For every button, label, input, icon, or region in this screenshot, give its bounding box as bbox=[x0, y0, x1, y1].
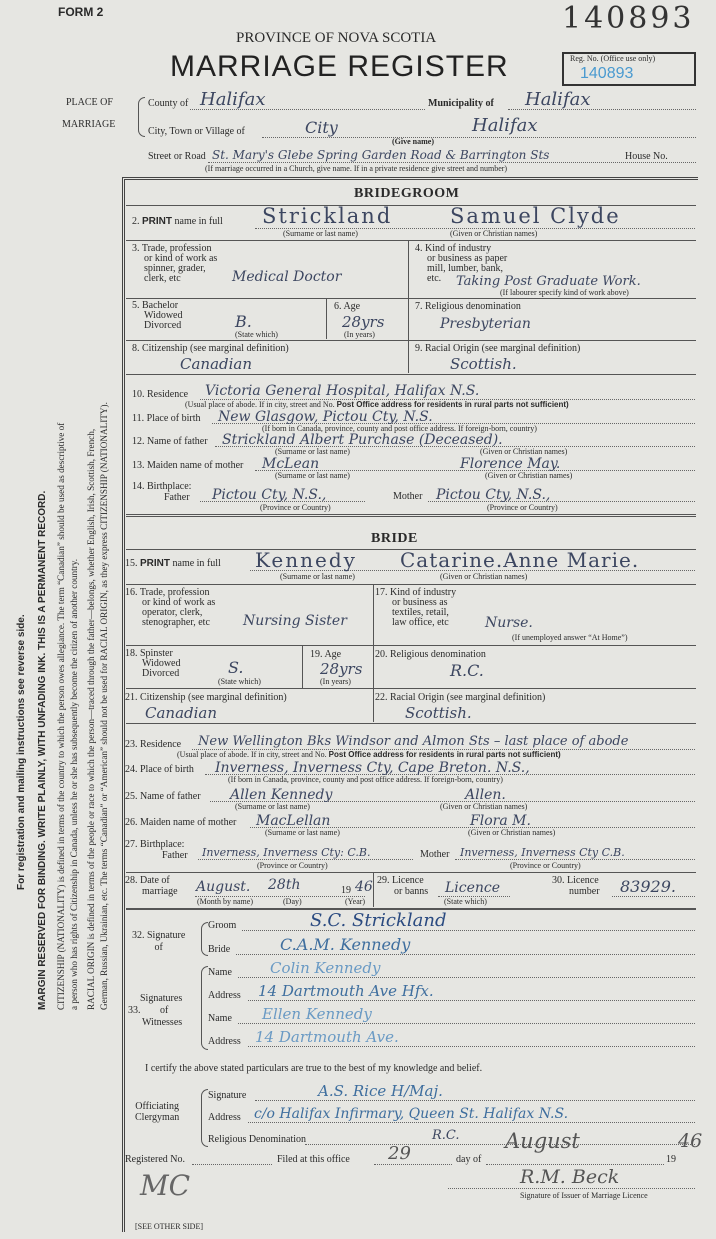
bridegroom-heading: BRIDEGROOM bbox=[354, 186, 460, 201]
rule-line bbox=[126, 340, 696, 341]
margin-line: For registration and mailing instructions see reverse side. bbox=[16, 614, 27, 890]
witness-name-label: Name bbox=[208, 967, 232, 978]
margin-line: German, Russian, Ukrainian, etc. The terms “Canadian” or “American” should not be used for RACIAL ORIGIN, as they express CITIZENSHIP (NATIONALITY). bbox=[99, 402, 109, 1010]
groom-racial-origin: Scottish. bbox=[450, 355, 517, 373]
groom-religion: Presbyterian bbox=[440, 316, 531, 332]
groom-trade: Medical Doctor bbox=[232, 269, 342, 285]
brace bbox=[201, 922, 208, 956]
handwritten-register-number: 140893 bbox=[562, 1, 695, 36]
margin-line: a person who has rights of Citizenship in Canada, unless he or she has subsequently become the citizen of another country. bbox=[69, 558, 79, 1010]
rule-line bbox=[126, 688, 696, 689]
mother-label: Mother bbox=[393, 491, 423, 502]
margin-line: RACIAL ORIGIN is defined in terms of the people or race to which the person—traced through the father—belongs, whether English, Irish, Scottish, French, bbox=[86, 428, 96, 1010]
marriage-day: 28th bbox=[268, 877, 301, 893]
caption: (Given or Christian names) bbox=[440, 802, 528, 811]
bride-father-birthplace: Inverness, Inverness Cty: C.B. bbox=[202, 846, 371, 859]
reg-no-label: Reg. No. (Office use only) bbox=[570, 54, 656, 63]
bride-racial-origin-label: 22. Racial Origin (see marginal definition) bbox=[375, 692, 546, 703]
bride-surname: Kennedy bbox=[255, 548, 357, 572]
witnesses-label-2: Witnesses bbox=[142, 1017, 183, 1028]
bride-religion-label: 20. Religious denomination bbox=[375, 649, 486, 660]
caption: (Usual place of abode. If in city, street and No. Post Office address for residents in rural parts not sufficient) bbox=[177, 750, 561, 759]
issuer-signature-label: Signature of Issuer of Marriage Licence bbox=[520, 1191, 648, 1200]
caption: (Surname or last name) bbox=[275, 471, 350, 480]
caption: (Province or Country) bbox=[257, 861, 328, 870]
caption: (Surname or last name) bbox=[235, 802, 310, 811]
rule-line bbox=[486, 1164, 664, 1165]
county-label: County of bbox=[148, 98, 189, 109]
bride-father-given: Allen. bbox=[465, 787, 506, 803]
caption: (Day) bbox=[283, 897, 302, 906]
rule-line bbox=[262, 137, 696, 138]
witness-2-address: 14 Dartmouth Ave. bbox=[255, 1028, 399, 1046]
marriage-year: 46 bbox=[355, 879, 373, 895]
caption: (Month by name) bbox=[197, 897, 253, 906]
reg-no-box bbox=[562, 52, 696, 86]
bride-residence: New Wellington Bks Windsor and Almon Sts – last place of abode bbox=[198, 734, 629, 749]
caption: (State which) bbox=[235, 330, 278, 339]
licence-number-label: 30. Licence number bbox=[552, 875, 600, 897]
caption: (Usual place of abode. If in city, street and No. Post Office address for residents in rural parts not sufficient) bbox=[185, 400, 569, 409]
groom-trade-label: 3. Trade, profession or kind of work as spinner, grader, clerk, etc bbox=[132, 243, 218, 284]
caption: (Surname or last name) bbox=[265, 828, 340, 837]
rule-line bbox=[326, 298, 327, 339]
city-prefix-value: City bbox=[305, 118, 338, 137]
witness-address-label: Address bbox=[208, 990, 241, 1001]
caption: (Province or Country) bbox=[510, 861, 581, 870]
caption: (If born in Canada, province, county and post office address. If foreign-born, country) bbox=[228, 775, 503, 784]
rule-line bbox=[238, 1023, 695, 1024]
groom-parents-birthplace-label: 14. Birthplace: Father bbox=[132, 481, 192, 503]
clergy-address: c/o Halifax Infirmary, Queen St. Halifax N.S. bbox=[254, 1106, 569, 1122]
groom-father-label: 12. Name of father bbox=[132, 436, 208, 447]
rule-line bbox=[612, 896, 695, 897]
clergy-address-label: Address bbox=[208, 1112, 241, 1123]
rule-line bbox=[248, 1122, 695, 1123]
caption: (Surname or last name) bbox=[283, 229, 358, 238]
groom-industry: Taking Post Graduate Work. bbox=[456, 274, 641, 289]
year-prefix: 19 bbox=[341, 885, 351, 896]
bride-marital-status: S. bbox=[228, 658, 244, 677]
caption: (If born in Canada, province, county and post office address. If foreign-born, country) bbox=[262, 424, 537, 433]
licence-or-banns: Licence bbox=[445, 880, 501, 896]
witnesses-label-of: of bbox=[160, 1005, 169, 1016]
rule-line bbox=[126, 298, 696, 299]
caption: (Given or Christian names) bbox=[485, 471, 573, 480]
bride-heading: BRIDE bbox=[371, 531, 418, 546]
rule-line bbox=[255, 1100, 695, 1101]
house-no-label: House No. bbox=[625, 151, 668, 162]
licence-or-banns-label: 29. Licence or banns bbox=[377, 875, 429, 897]
bride-trade: Nursing Sister bbox=[243, 613, 347, 629]
rule-line bbox=[448, 1188, 695, 1189]
caption: (State which) bbox=[444, 897, 487, 906]
officiating-clergyman-label: Officiating Clergyman bbox=[135, 1101, 180, 1123]
brace bbox=[201, 1089, 208, 1147]
bride-birthplace: Inverness, Inverness Cty, Cape Breton. N.S., bbox=[215, 760, 530, 776]
certification-statement: I certify the above stated particulars are true to the best of my knowledge and belief. bbox=[145, 1063, 483, 1074]
groom-age: 28yrs bbox=[342, 313, 385, 331]
groom-residence: Victoria General Hospital, Halifax N.S. bbox=[205, 383, 480, 399]
filed-day: 29 bbox=[388, 1143, 411, 1164]
rule-line bbox=[126, 584, 696, 585]
rule-line bbox=[192, 1164, 272, 1165]
groom-religion-label: 7. Religious denomination bbox=[415, 301, 521, 312]
caption: (Year) bbox=[345, 897, 366, 906]
rule-line bbox=[248, 1046, 695, 1047]
rule-line bbox=[408, 240, 409, 373]
witness-1-address: 14 Dartmouth Ave Hfx. bbox=[258, 982, 434, 1000]
filed-year: 46 bbox=[678, 1130, 703, 1152]
see-other-side: [SEE OTHER SIDE] bbox=[135, 1222, 203, 1231]
bride-mother-given: Flora M. bbox=[470, 813, 531, 829]
caption: (State which) bbox=[218, 677, 261, 686]
bride-parents-birthplace-label: 27. Birthplace: Father bbox=[125, 839, 188, 861]
witness-2-name: Ellen Kennedy bbox=[262, 1005, 372, 1023]
brace bbox=[201, 966, 208, 1050]
bride-mother-label: 26. Maiden name of mother bbox=[125, 817, 237, 828]
groom-father: Strickland Albert Purchase (Deceased). bbox=[222, 432, 503, 448]
city-value: Halifax bbox=[472, 115, 538, 136]
bride-trade-label: 16. Trade, profession or kind of work as operator, clerk, stenographer, etc bbox=[125, 587, 216, 628]
place-label: PLACE OF bbox=[66, 97, 113, 108]
clergy-denomination-label: Religious Denomination bbox=[208, 1134, 307, 1145]
groom-age-label: 6. Age bbox=[334, 301, 361, 312]
bride-citizenship: Canadian bbox=[145, 704, 218, 722]
witness-address-label: Address bbox=[208, 1036, 241, 1047]
groom-mother-label: 13. Maiden name of mother bbox=[132, 460, 244, 471]
rule-line bbox=[126, 374, 696, 375]
place-label-2: MARRIAGE bbox=[62, 119, 116, 130]
groom-signature-label: Groom bbox=[208, 920, 237, 931]
reg-no-stamp: 140893 bbox=[580, 65, 634, 82]
street-value: St. Mary's Glebe Spring Garden Road & Barrington Sts bbox=[212, 148, 550, 162]
bride-industry: Nurse. bbox=[485, 615, 533, 631]
licence-number: 83929. bbox=[620, 877, 676, 896]
groom-signature: S.C. Strickland bbox=[310, 910, 447, 931]
caption: (Given or Christian names) bbox=[480, 447, 568, 456]
form-number: FORM 2 bbox=[58, 5, 104, 19]
rule-line bbox=[373, 872, 374, 907]
rule-line bbox=[455, 859, 695, 860]
registered-no-label: Registered No. bbox=[125, 1154, 185, 1165]
municipality-label: Municipality of bbox=[428, 98, 494, 109]
mother-label: Mother bbox=[420, 849, 450, 860]
caption: (Surname or last name) bbox=[280, 572, 355, 581]
groom-racial-origin-label: 9. Racial Origin (see marginal definition) bbox=[415, 343, 581, 354]
caption: (Given or Christian names) bbox=[450, 229, 538, 238]
caption: (If unemployed answer “At Home”) bbox=[512, 633, 628, 642]
bride-citizenship-label: 21. Citizenship (see marginal definition) bbox=[125, 692, 287, 703]
rule-line bbox=[208, 162, 696, 163]
rule-line bbox=[126, 872, 696, 873]
bride-age-label: 19. Age bbox=[310, 649, 342, 660]
page-title: MARRIAGE REGISTER bbox=[170, 50, 509, 83]
caption: (Province or Country) bbox=[260, 503, 331, 512]
witnesses-label: Signatures bbox=[140, 993, 183, 1004]
signature-of-label: 32. Signature of bbox=[132, 930, 186, 953]
bride-residence-label: 23. Residence bbox=[125, 739, 182, 750]
bride-religion: R.C. bbox=[450, 661, 484, 680]
margin-instructions bbox=[0, 0, 120, 1239]
rule-line bbox=[374, 1164, 452, 1165]
issuer-signature: R.M. Beck bbox=[520, 1166, 620, 1188]
groom-surname: Strickland bbox=[262, 204, 393, 228]
municipality-value: Halifax bbox=[525, 89, 591, 110]
groom-mother-given: Florence May. bbox=[460, 456, 561, 472]
bride-age: 28yrs bbox=[320, 660, 363, 678]
registrar-initials: MC bbox=[140, 1169, 191, 1202]
rule-line bbox=[302, 645, 303, 688]
bride-racial-origin: Scottish. bbox=[405, 704, 472, 722]
caption: (Province or Country) bbox=[487, 503, 558, 512]
clergy-denomination: R.C. bbox=[432, 1128, 460, 1143]
bride-mother-birthplace: Inverness, Inverness Cty C.B. bbox=[460, 846, 625, 859]
caption: (If labourer specify kind of work above) bbox=[500, 288, 629, 297]
groom-citizenship: Canadian bbox=[180, 355, 253, 373]
rule-line bbox=[305, 1144, 695, 1145]
groom-residence-label: 10. Residence bbox=[132, 389, 189, 400]
year-prefix: 19 bbox=[666, 1154, 676, 1165]
rule-line bbox=[248, 1000, 695, 1001]
marriage-month: August. bbox=[196, 879, 251, 895]
groom-given-names: Samuel Clyde bbox=[450, 204, 621, 228]
witnesses-number: 33. bbox=[128, 1005, 141, 1016]
rule-line bbox=[373, 584, 374, 722]
groom-mother-birthplace: Pictou Cty, N.S., bbox=[436, 487, 551, 503]
bride-birthplace-label: 24. Place of birth bbox=[125, 764, 194, 775]
day-of-label: day of bbox=[456, 1154, 482, 1165]
clergy-signature-label: Signature bbox=[208, 1090, 247, 1101]
bride-industry-label: 17. Kind of industry or business as textiles, retail, law office, etc bbox=[375, 587, 457, 628]
bride-name-label: 15. PRINT name in full bbox=[125, 558, 221, 569]
province-heading: PROVINCE OF NOVA SCOTIA bbox=[236, 30, 437, 46]
give-name-caption: (Give name) bbox=[392, 137, 434, 146]
groom-birthplace-label: 11. Place of birth bbox=[132, 413, 201, 424]
caption: (Given or Christian names) bbox=[468, 828, 556, 837]
bride-status-label: 18. Spinster Widowed Divorced bbox=[125, 648, 181, 679]
caption: (In years) bbox=[344, 330, 375, 339]
rule-line bbox=[198, 859, 413, 860]
bride-father-surname: Allen Kennedy bbox=[230, 787, 333, 803]
marriage-date-label: 28. Date of marriage bbox=[125, 875, 178, 897]
rule-line bbox=[238, 977, 695, 978]
bride-given-names: Catarine.Anne Marie. bbox=[400, 548, 640, 572]
rule-line bbox=[126, 514, 696, 517]
groom-citizenship-label: 8. Citizenship (see marginal definition) bbox=[132, 343, 289, 354]
rule-line bbox=[126, 240, 696, 241]
groom-industry-label: 4. Kind of industry or business as paper mill, lumber, bank, etc. bbox=[415, 243, 508, 284]
bride-signature: C.A.M. Kennedy bbox=[280, 935, 411, 954]
brace bbox=[138, 97, 145, 137]
county-value: Halifax bbox=[200, 89, 266, 110]
rule-line bbox=[126, 723, 696, 724]
filed-label: Filed at this office bbox=[277, 1154, 350, 1165]
caption: (In years) bbox=[320, 677, 351, 686]
caption: (Surname or last name) bbox=[275, 447, 350, 456]
margin-line: MARGIN RESERVED FOR BINDING. WRITE PLAINLY, WITH UNFADING INK. THIS IS A PERMANENT RECORD. bbox=[37, 490, 48, 1010]
groom-marital-status: B. bbox=[235, 312, 252, 331]
rule-line bbox=[236, 954, 695, 955]
caption: (Given or Christian names) bbox=[440, 572, 528, 581]
filed-month: August bbox=[505, 1129, 580, 1153]
bride-father-label: 25. Name of father bbox=[125, 791, 201, 802]
margin-line: CITIZENSHIP (NATIONALITY) is defined in terms of the country to which the person owes allegiance. The term “Canadian” should be used as descriptive of bbox=[56, 422, 66, 1010]
street-caption: (If marriage occurred in a Church, give name. If in a private residence give street and number) bbox=[205, 164, 508, 173]
groom-father-birthplace: Pictou Cty, N.S., bbox=[212, 487, 327, 503]
street-label: Street or Road bbox=[148, 151, 206, 162]
groom-name-label: 2. PRINT name in full bbox=[132, 216, 223, 227]
city-label: City, Town or Village of bbox=[148, 126, 245, 137]
bride-mother-surname: MacLellan bbox=[256, 813, 331, 829]
groom-birthplace: New Glasgow, Pictou Cty, N.S. bbox=[218, 409, 433, 425]
groom-status-label: 5. Bachelor Widowed Divorced bbox=[132, 300, 183, 331]
rule-line bbox=[126, 645, 696, 646]
witness-1-name: Colin Kennedy bbox=[270, 959, 381, 977]
bride-signature-label: Bride bbox=[208, 944, 231, 955]
groom-mother-surname: McLean bbox=[262, 456, 320, 472]
witness-name-label: Name bbox=[208, 1013, 232, 1024]
clergy-signature: A.S. Rice H/Maj. bbox=[318, 1082, 443, 1100]
